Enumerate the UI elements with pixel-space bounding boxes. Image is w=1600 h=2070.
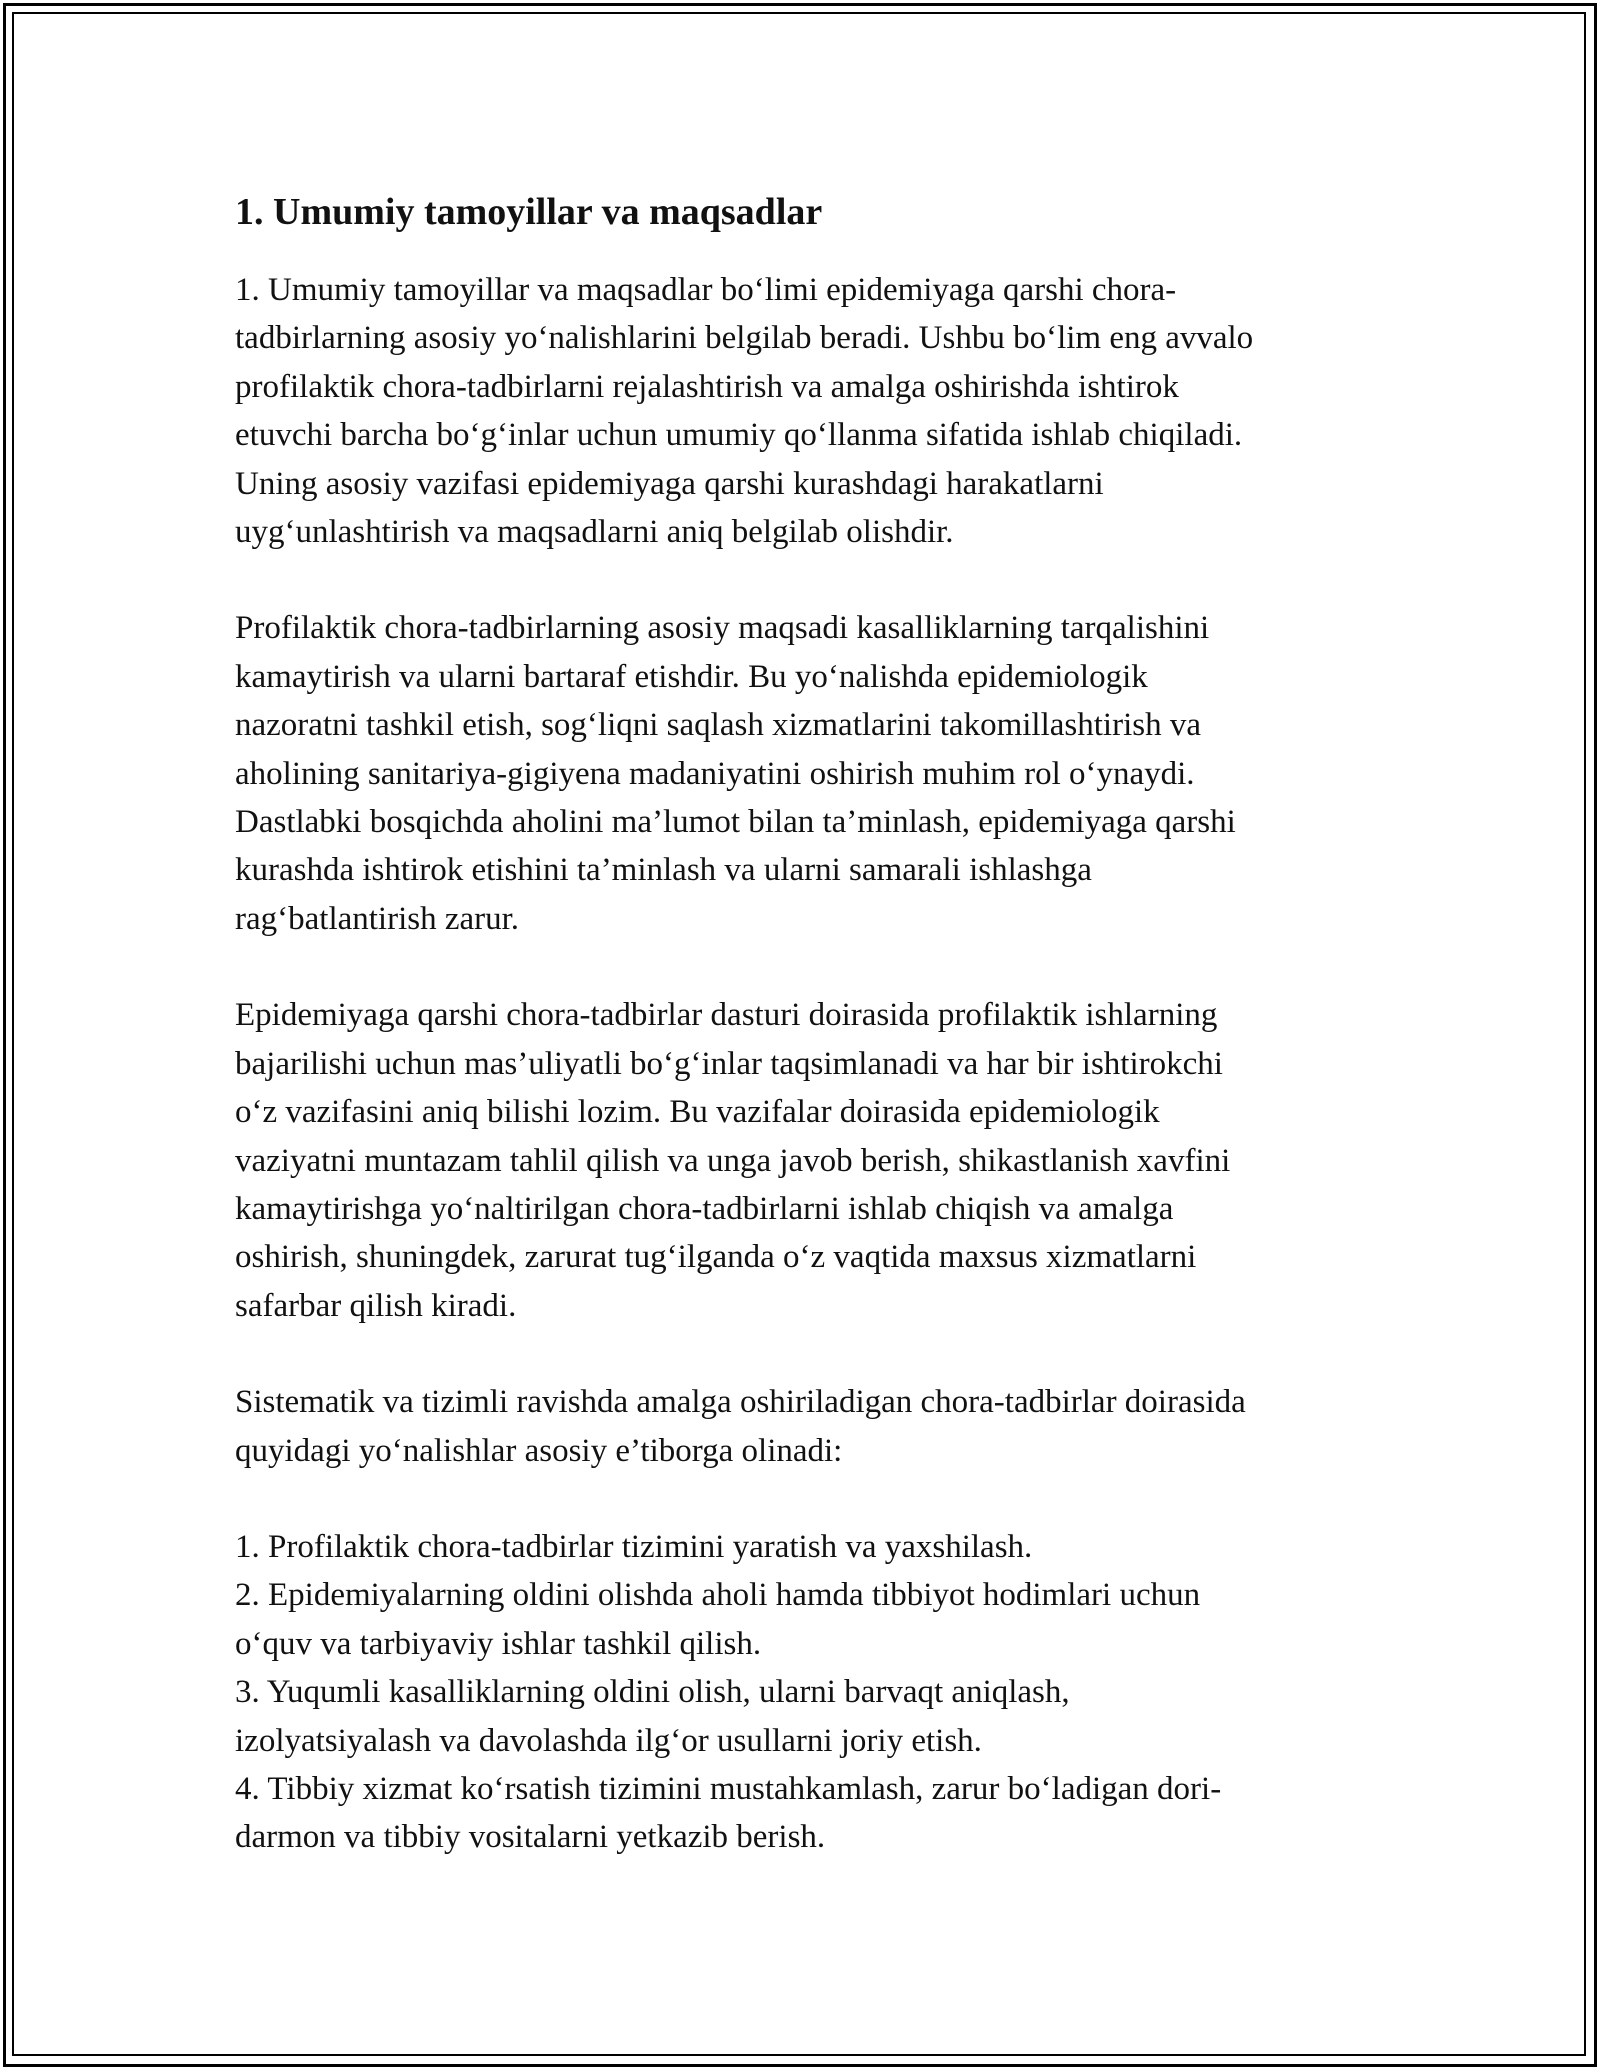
paragraph-3: Epidemiyaga qarshi chora-tadbirlar dasturi doirasida profilaktik ishlarning bajarilishi uchun mas’uliyatli bo‘g‘inlar taqsimlanadi va har bir ishtirokchi o‘z vazifasini aniq bilishi lozim. Bu vazifalar doirasida epidemiologik vaziyatni muntazam tahlil qilish va unga javob berish, shikastlanish xavfini kamaytirishga yo‘naltirilgan chora-tadbirlarni ishlab chiqish va amalga oshirish, shuningdek, zarurat tug‘ilganda o‘z vaqtida maxsus xizmatlarni safarbar qilish kiradi. xyxy=(235,997,1231,1324)
list-item: 3. Yuqumli kasalliklarning oldini olish, ularni barvaqt aniqlash, izolyatsiyalash va davolashda ilg‘or usullarni joriy etish. xyxy=(235,1674,1070,1759)
list-item: 1. Profilaktik chora-tadbirlar tizimini yaratish va yaxshilash. xyxy=(235,1528,1033,1565)
paragraph-1: 1. Umumiy tamoyillar va maqsadlar bo‘limi epidemiyaga qarshi chora- tadbirlarning asosiy yo‘nalishlarini belgilab beradi. Ushbu bo‘lim eng avvalo profilaktik chora-tadbirlarni rejalashtirish va amalga oshirishda ishtirok etuvchi barcha bo‘g‘inlar uchun umumiy qo‘llanma sifatida ishlab chiqiladi. Uning asosiy vazifasi epidemiyaga qarshi kurashdagi harakatlarni uyg‘unlashtirish va maqsadlarni aniq belgilab olishdir. xyxy=(235,272,1254,551)
paragraph-4: Sistematik va tizimli ravishda amalga oshiriladigan chora-tadbirlar doirasida quyidagi yo‘nalishlar asosiy e’tiborga olinadi: xyxy=(235,1384,1246,1469)
paragraph-spacer xyxy=(235,556,1375,604)
paragraph-spacer xyxy=(235,1330,1375,1378)
paragraph-spacer xyxy=(235,943,1375,991)
list-item: 2. Epidemiyalarning oldini olishda aholi hamda tibbiyot hodimlari uchun o‘quv va tarbiyaviy ishlar tashkil qilish. xyxy=(235,1577,1201,1662)
list-item: 4. Tibbiy xizmat ko‘rsatish tizimini mustahkamlash, zarur bo‘ladigan dori- darmon va tibbiy vositalarni yetkazib berish. xyxy=(235,1770,1222,1856)
paragraph-spacer xyxy=(235,1475,1375,1523)
numbered-list xyxy=(235,1523,1375,1862)
section-heading: 1. Umumiy tamoyillar va maqsadlar xyxy=(235,191,823,233)
paragraph-2: Profilaktik chora-tadbirlarning asosiy maqsadi kasalliklarning tarqalishini kamaytirish va ularni bartaraf etishdir. Bu yo‘nalishda epidemiologik nazoratni tashkil etish, sog‘liqni saqlash xizmatlarini takomillashtirish va aholining sanitariya-gigiyena madaniyatini oshirish muhim rol o‘ynaydi. Dastlabki bosqichda aholini ma’lumot bilan ta’minlash, epidemiyaga qarshi kurashda ishtirok etishini ta’minlash va ularni samarali ishlashga rag‘batlantirish zarur. xyxy=(235,610,1236,937)
document-body xyxy=(235,188,1375,1862)
